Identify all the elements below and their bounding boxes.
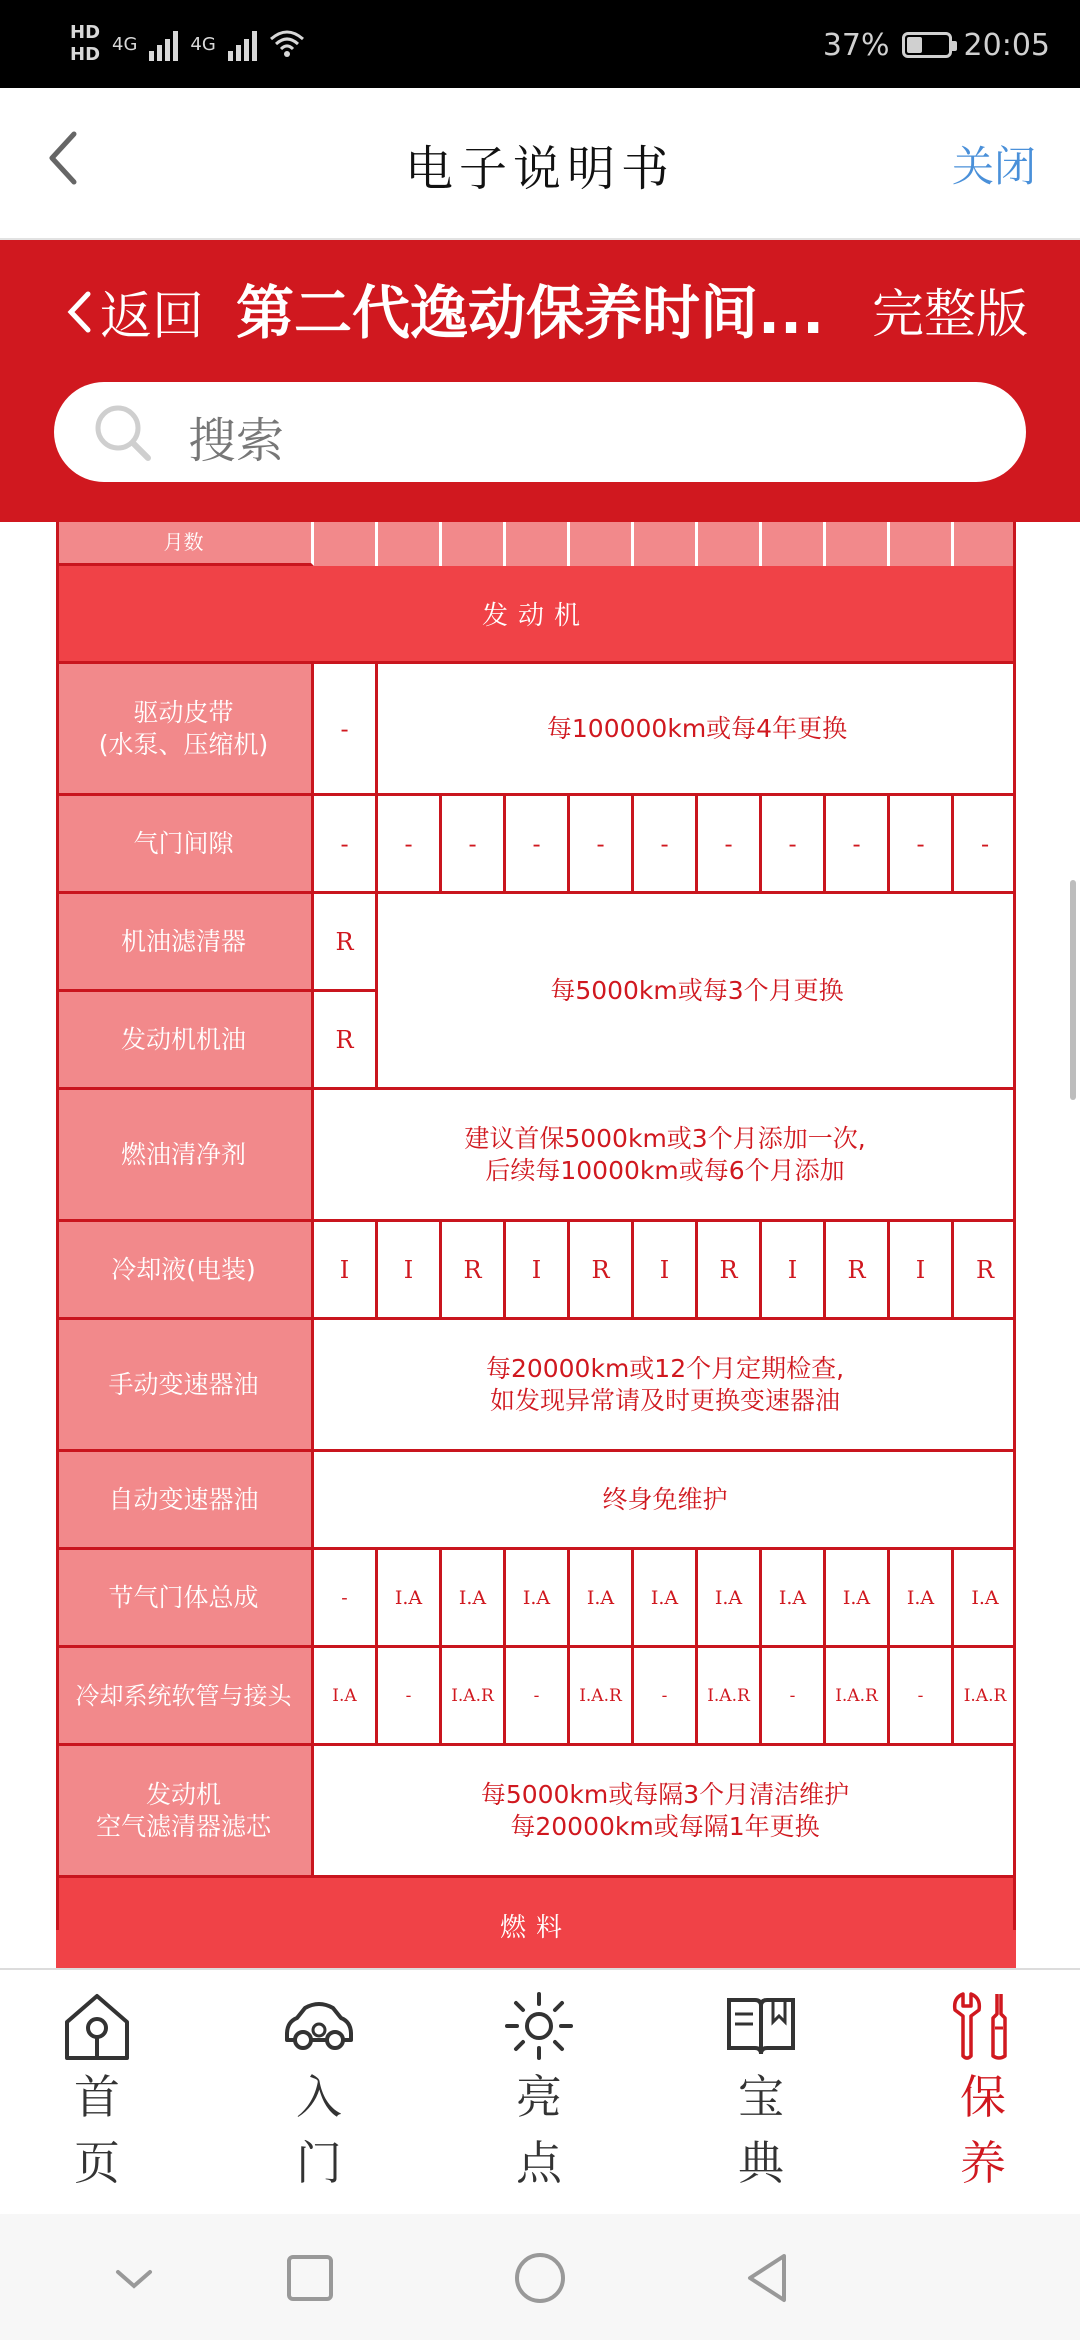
nav-maintenance[interactable] [908, 1988, 1058, 2196]
valve-value-cell: - [442, 796, 506, 894]
battery-icon [902, 32, 952, 58]
full-version-button[interactable]: 完整版 [871, 285, 1028, 345]
throttle-value-cell: I.A [826, 1550, 890, 1648]
valve-value-cell: - [762, 796, 826, 894]
throttle-value-cell: I.A [634, 1550, 698, 1648]
valve-value-cell: - [314, 796, 378, 894]
hd-indicator [70, 22, 100, 66]
hd2-label: HD [70, 44, 101, 65]
status-bar-left [70, 14, 305, 74]
coolant-value-cell: I [506, 1222, 570, 1320]
header-title: 第二代逸动保养时间... [236, 279, 825, 347]
engine-oil-first-cell: R [314, 992, 378, 1090]
row-label-manual-trans: 手动变速器油 [56, 1320, 314, 1452]
belt-first-cell: - [314, 664, 378, 796]
row-label-oil-filter: 机油滤清器 [56, 894, 314, 992]
month-cell [314, 520, 378, 566]
coolant-value-cell: R [826, 1222, 890, 1320]
row-label-valve: 气门间隙 [56, 796, 314, 894]
close-button[interactable]: 关闭 [951, 142, 1036, 191]
bottom-nav [0, 1968, 1080, 2216]
red-header [0, 240, 1080, 522]
cooling-hose-value-cell: - [634, 1648, 698, 1746]
nav-home-label-1: 首 [74, 2070, 120, 2124]
header-back-button[interactable] [66, 274, 204, 349]
home-circle-icon[interactable] [510, 2248, 570, 2308]
nav-intro[interactable] [244, 1988, 394, 2196]
throttle-value-cell: - [314, 1550, 378, 1648]
chevron-left-icon [66, 290, 92, 334]
row-label-engine-oil: 发动机机油 [56, 992, 314, 1090]
throttle-value-cell: I.A [698, 1550, 762, 1648]
valve-value-cell: - [506, 796, 570, 894]
recents-square-icon[interactable] [280, 2248, 340, 2308]
month-cell [826, 520, 890, 566]
valve-value-cell: - [890, 796, 954, 894]
valve-value-cell: - [826, 796, 890, 894]
row-label-coolant: 冷却液(电装) [56, 1222, 314, 1320]
throttle-value-cell: I.A [442, 1550, 506, 1648]
nav-home-label-2: 页 [74, 2136, 120, 2190]
oil-span-cell: 每5000km或每3个月更换 [378, 894, 1016, 1090]
nav-intro-label-2: 门 [296, 2136, 342, 2190]
status-bar-right [823, 22, 1050, 68]
cooling-hose-value-cell: I.A.R [826, 1648, 890, 1746]
network-2-label: 4G [190, 33, 216, 55]
throttle-value-cell: I.A [954, 1550, 1016, 1648]
cooling-hose-value-cell: I.A.R [698, 1648, 762, 1746]
section-engine: 发动机 [56, 566, 1016, 664]
month-cell [378, 520, 442, 566]
book-icon [723, 1988, 799, 2064]
cooling-hose-value-cell: I.A [314, 1648, 378, 1746]
oil-filter-first-cell: R [314, 894, 378, 992]
month-cell [634, 520, 698, 566]
chevron-down-icon[interactable] [104, 2248, 164, 2308]
cooling-hose-value-cell: - [506, 1648, 570, 1746]
month-cell [698, 520, 762, 566]
nav-maintenance-label-1: 保 [960, 2070, 1006, 2124]
coolant-value-cell: R [698, 1222, 762, 1320]
nav-home[interactable] [22, 1988, 172, 2196]
scrollbar[interactable] [1070, 880, 1076, 1100]
month-row-label: 月数 [56, 520, 314, 566]
manual-trans-span-cell: 每20000km或12个月定期检查, 如发现异常请及时更换变速器油 [314, 1320, 1016, 1452]
nav-handbook-label-2: 典 [738, 2136, 784, 2190]
search-icon [90, 400, 154, 464]
cooling-hose-value-cell: I.A.R [442, 1648, 506, 1746]
system-nav-bar [0, 2214, 1080, 2340]
coolant-value-cell: R [442, 1222, 506, 1320]
nav-maintenance-label-2: 养 [960, 2136, 1006, 2190]
section-fuel: 燃料 [56, 1878, 1016, 1976]
month-row [56, 520, 1016, 566]
title-bar [0, 88, 1080, 240]
wrench-icon [945, 1988, 1021, 2064]
clock: 20:05 [963, 27, 1050, 63]
row-label-belt: 驱动皮带 (水泵、压缩机) [56, 664, 314, 796]
back-triangle-icon[interactable] [738, 2248, 798, 2308]
signal-1-icon [149, 27, 178, 61]
battery-percent: 37% [822, 27, 890, 63]
network-1-label: 4G [112, 33, 138, 55]
sun-icon [501, 1988, 577, 2064]
belt-span-cell: 每100000km或每4年更换 [378, 664, 1016, 796]
row-label-cooling-hose: 冷却系统软管与接头 [56, 1648, 314, 1746]
row-label-throttle: 节气门体总成 [56, 1550, 314, 1648]
throttle-value-cell: I.A [762, 1550, 826, 1648]
coolant-value-cell: I [890, 1222, 954, 1320]
search-placeholder: 搜索 [188, 413, 285, 469]
month-cell [506, 520, 570, 566]
car-icon [281, 1988, 357, 2064]
coolant-value-cell: I [634, 1222, 698, 1320]
coolant-value-cell: R [954, 1222, 1016, 1320]
hd1-label: HD [70, 22, 101, 43]
throttle-value-cell: I.A [506, 1550, 570, 1648]
month-cell [954, 520, 1016, 566]
nav-handbook-label-1: 宝 [738, 2070, 784, 2124]
cooling-hose-value-cell: - [378, 1648, 442, 1746]
nav-highlights[interactable] [464, 1988, 614, 2196]
nav-intro-label-1: 入 [296, 2070, 342, 2124]
wifi-icon [269, 29, 305, 59]
throttle-value-cell: I.A [570, 1550, 634, 1648]
coolant-value-cell: I [762, 1222, 826, 1320]
nav-highlights-label-1: 亮 [516, 2070, 562, 2124]
month-cell [570, 520, 634, 566]
home-icon [59, 1988, 135, 2064]
fuel-cleaner-span-cell: 建议首保5000km或3个月添加一次, 后续每10000km或每6个月添加 [314, 1090, 1016, 1222]
row-label-air-filter: 发动机 空气滤清器滤芯 [56, 1746, 314, 1878]
valve-value-cell: - [954, 796, 1016, 894]
valve-value-cell: - [634, 796, 698, 894]
valve-value-cell: - [570, 796, 634, 894]
cooling-hose-value-cell: - [762, 1648, 826, 1746]
cooling-hose-value-cell: I.A.R [570, 1648, 634, 1746]
header-back-label: 返回 [100, 287, 205, 347]
cooling-hose-value-cell: - [890, 1648, 954, 1746]
coolant-value-cell: I [378, 1222, 442, 1320]
throttle-value-cell: I.A [890, 1550, 954, 1648]
status-bar [0, 0, 1080, 88]
coolant-value-cell: I [314, 1222, 378, 1320]
row-label-fuel-cleaner: 燃油清净剂 [56, 1090, 314, 1222]
valve-value-cell: - [698, 796, 762, 894]
coolant-value-cell: R [570, 1222, 634, 1320]
nav-highlights-label-2: 点 [516, 2136, 562, 2190]
signal-2-icon [228, 27, 257, 61]
cooling-hose-value-cell: I.A.R [954, 1648, 1016, 1746]
valve-value-cell: - [378, 796, 442, 894]
battery-fill [907, 37, 922, 53]
month-cell [762, 520, 826, 566]
page-title: 电子说明书 [404, 141, 675, 197]
throttle-value-cell: I.A [378, 1550, 442, 1648]
month-cell [890, 520, 954, 566]
air-filter-span-cell: 每5000km或每隔3个月清洁维护 每20000km或每隔1年更换 [314, 1746, 1016, 1878]
search-input[interactable] [54, 382, 1026, 482]
month-cell [442, 520, 506, 566]
auto-trans-span-cell: 终身免维护 [314, 1452, 1016, 1550]
nav-handbook[interactable] [686, 1988, 836, 2196]
row-label-auto-trans: 自动变速器油 [56, 1452, 314, 1550]
